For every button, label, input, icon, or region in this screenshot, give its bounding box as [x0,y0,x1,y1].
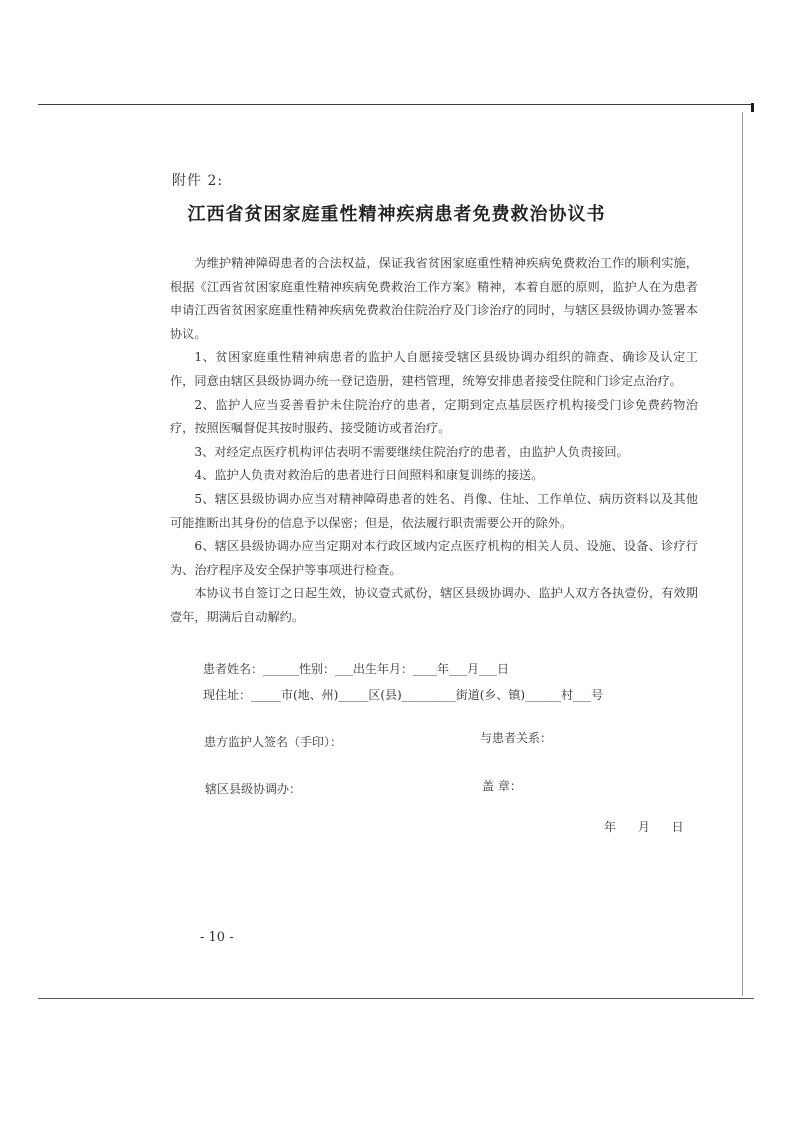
clause-3: 3、对经定点医疗机构评估表明不需要继续住院治疗的患者，由监护人负责接回。 [194,444,629,459]
scan-border-top [38,104,754,105]
scan-mark-right [751,103,754,112]
address-line: 现住址：_____市(地、州)_____区(县)_________街道(乡、镇)______村___号 [203,688,604,702]
intro-paragraph: 为维护精神障碍患者的合法权益，保证我省贫困家庭重性精神疾病免费救治工作的顺利实施，根据《江西省贫困家庭重性精神疾病免费救治工作方案》精神，本着自愿的原则，监护人在为患者申请江西省贫困家庭重性精神疾病免费救治住院治疗及门诊治疗的同时，与辖区县级协调办签署本协议。 [170,256,698,341]
scan-border-right [742,112,743,996]
scan-border-bottom [38,998,754,999]
coordination-office-label: 辖区县级协调办： [205,782,302,796]
relation-label: 与患者关系： [480,731,553,745]
guardian-signature-label: 患方监护人签名（手印）： [204,735,343,749]
clause-2: 2、监护人应当妥善看护未住院治疗的患者，定期到定点基层医疗机构接受门诊免费药物治疗，按照医嘱督促其按时服药、接受随访或者治疗。 [170,397,698,436]
patient-info-line: 患者姓名：______性别：___出生年月：____年___月___日 [203,662,510,676]
clause-5: 5、辖区县级协调办应当对精神障碍患者的姓名、肖像、住址、工作单位、病历资料以及其他可能推断出其身份的信息予以保密；但是，依法履行职责需要公开的除外。 [170,491,698,530]
validity-paragraph: 本协议书自签订之日起生效，协议壹式贰份，辖区县级协调办、监护人双方各执壹份，有效期壹年，期满后自动解约。 [170,586,698,624]
page-number: - 10 - [200,930,234,945]
seal-label: 盖 章： [482,779,522,793]
attachment-label: 附件 2: [172,173,224,189]
clause-6: 6、辖区县级协调办应当定期对本行政区域内定点医疗机构的相关人员、设施、设备、诊疗行为、治疗程序及安全保护等事项进行检查。 [170,539,698,577]
agreement-body [170,252,698,630]
date-line: 年 月 日 [604,820,684,834]
clause-4: 4、监护人负责对救治后的患者进行日间照料和康复训练的接送。 [194,468,544,483]
document-title: 江西省贫困家庭重性精神疾病患者免费救治协议书 [187,204,606,225]
clause-1: 1、贫困家庭重性精神病患者的监护人自愿接受辖区县级协调办组织的筛查、确诊及认定工作，同意由辖区县级协调办统一登记造册，建档管理，统筹安排患者接受住院和门诊定点治疗。 [170,350,698,388]
